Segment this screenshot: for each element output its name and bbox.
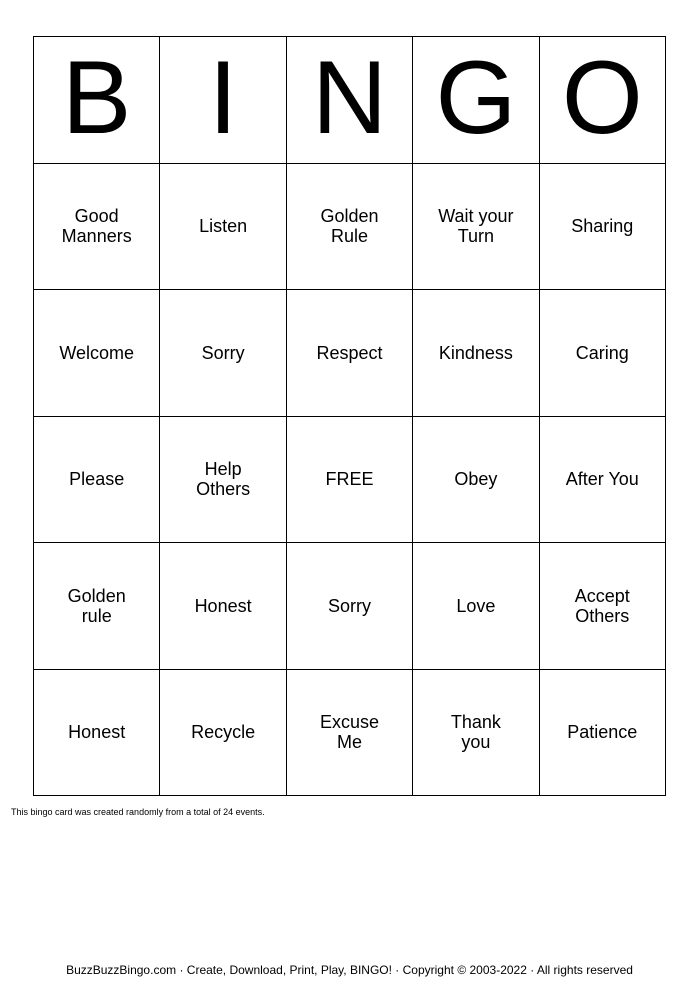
bingo-cell: Obey	[413, 417, 539, 544]
bingo-cell-free: FREE	[287, 417, 413, 544]
bingo-cell: Honest	[160, 543, 286, 670]
bingo-cell: Excuse Me	[287, 670, 413, 797]
header-letter-text: O	[561, 39, 643, 156]
bingo-cell: Sorry	[160, 290, 286, 417]
bingo-card-grid	[33, 36, 666, 796]
bingo-cell: Respect	[287, 290, 413, 417]
bingo-cell: Love	[413, 543, 539, 670]
bingo-cell: Kindness	[413, 290, 539, 417]
header-letter-text: G	[435, 39, 517, 156]
bingo-cell: Sharing	[540, 164, 666, 291]
bingo-cell: Listen	[160, 164, 286, 291]
header-letter-text: I	[208, 39, 238, 156]
bingo-cell: Golden rule	[34, 543, 160, 670]
bingo-cell: Wait your Turn	[413, 164, 539, 291]
page-footer: BuzzBuzzBingo.com · Create, Download, Print, Play, BINGO! · Copyright © 2003-2022 · All rights reserved	[66, 963, 633, 977]
header-letter-o	[540, 37, 666, 164]
header-letter-n	[287, 37, 413, 164]
bingo-cell: Caring	[540, 290, 666, 417]
header-letter-g	[413, 37, 539, 164]
bingo-cell: Recycle	[160, 670, 286, 797]
bingo-cell: Good Manners	[34, 164, 160, 291]
header-letter-b	[34, 37, 160, 164]
bingo-cell: Help Others	[160, 417, 286, 544]
header-letter-text: B	[62, 39, 132, 156]
bingo-cell: Golden Rule	[287, 164, 413, 291]
header-letter-text: N	[311, 39, 388, 156]
bingo-cell: Sorry	[287, 543, 413, 670]
bingo-cell: After You	[540, 417, 666, 544]
bingo-cell: Patience	[540, 670, 666, 797]
bingo-cell: Thank you	[413, 670, 539, 797]
bingo-cell: Please	[34, 417, 160, 544]
bingo-cell: Honest	[34, 670, 160, 797]
bingo-cell: Accept Others	[540, 543, 666, 670]
bingo-cell: Welcome	[34, 290, 160, 417]
card-generation-note: This bingo card was created randomly from a total of 24 events.	[11, 807, 265, 817]
header-letter-i	[160, 37, 286, 164]
